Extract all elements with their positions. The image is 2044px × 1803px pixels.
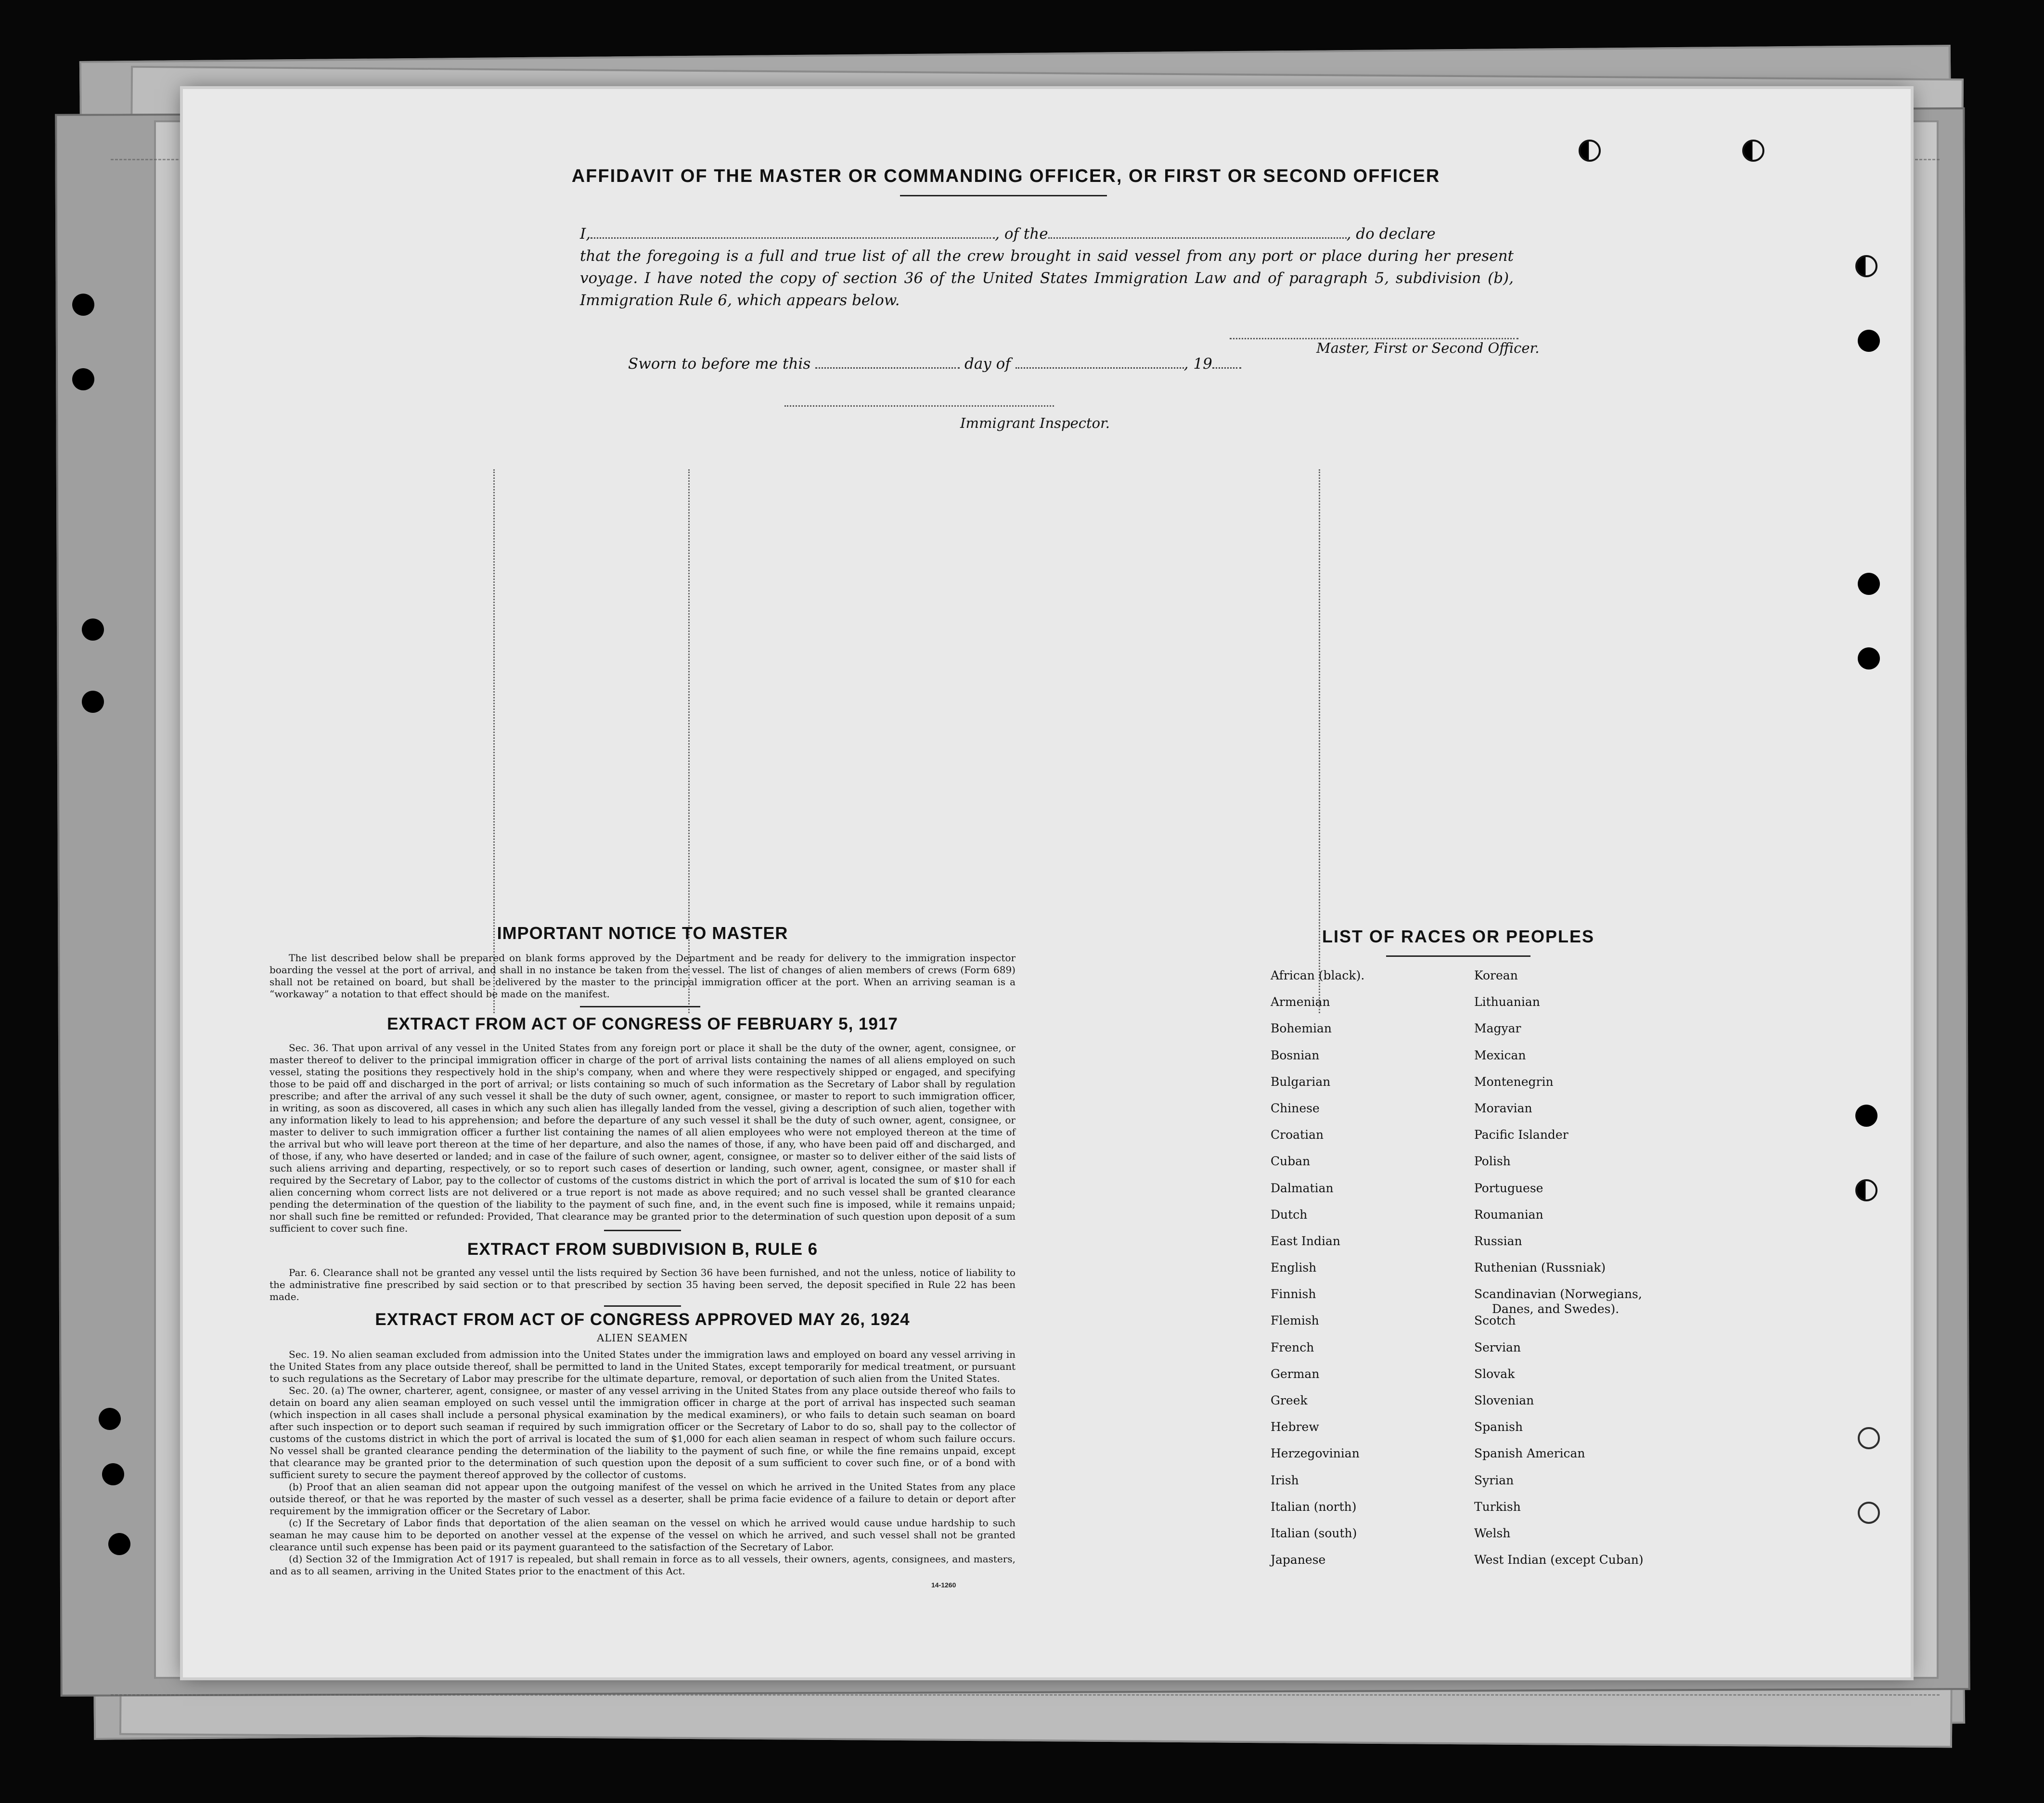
officer-signature-line[interactable] bbox=[1230, 337, 1518, 339]
race-item: Finnish bbox=[1271, 1287, 1316, 1301]
race-item: Ruthenian (Russniak) bbox=[1474, 1261, 1606, 1275]
section-rule bbox=[604, 1230, 681, 1231]
section-rule bbox=[580, 1006, 700, 1007]
race-item: Bosnian bbox=[1271, 1048, 1320, 1062]
race-item: Dalmatian bbox=[1271, 1181, 1334, 1195]
par-6-paragraph: Par. 6. Clearance shall not be granted any vessel until the lists required by Section 36 have been furnished, and not the unless, notice of liability to the administrative fine prescribed by said section or to that prescribed by section 35 having been served, the deposit specified in Rule 22 has been made. bbox=[270, 1267, 1016, 1302]
race-item: Russian bbox=[1474, 1234, 1522, 1248]
sworn-prefix: Sworn to before me this bbox=[628, 355, 811, 373]
declaration-line bbox=[580, 223, 1514, 245]
punch-hole bbox=[1855, 1105, 1877, 1127]
section-rule bbox=[604, 1305, 681, 1307]
sec-20b-paragraph: (b) Proof that an alien seaman did not appear upon the outgoing manifest of the vessel on which he arrived in the United States from any place outside thereof, or that he was reported by the master of such vessel as a deserter, shall be prima facie evidence of a failure to detain or deport after requirement by the immigration officer or the Secretary of Labor. bbox=[270, 1481, 1016, 1517]
race-item: Scandinavian (Norwegians, bbox=[1474, 1287, 1642, 1301]
race-item: Portuguese bbox=[1474, 1181, 1543, 1195]
punch-hole bbox=[1858, 1427, 1880, 1449]
race-item: Moravian bbox=[1474, 1101, 1532, 1115]
punch-hole bbox=[72, 294, 94, 316]
sworn-day-blank[interactable] bbox=[815, 367, 960, 369]
race-item: Roumanian bbox=[1474, 1207, 1543, 1222]
sworn-year-blank[interactable] bbox=[1212, 367, 1241, 369]
punch-hole bbox=[1858, 1502, 1880, 1524]
race-item: Pacific Islander bbox=[1474, 1128, 1568, 1142]
inspector-signature-line[interactable] bbox=[784, 404, 1054, 407]
race-item: Magyar bbox=[1474, 1021, 1521, 1036]
extract-1924-text bbox=[270, 1349, 1016, 1577]
declaration-i: I, bbox=[580, 225, 591, 243]
sec-20d-paragraph: (d) Section 32 of the Immigration Act of 1917 is repealed, but shall remain in force as to all vessels, their owners, agents, consignees, and masters, and as to all seamen, arriving in the United States prior to the enactment of this Act. bbox=[270, 1553, 1016, 1577]
punch-hole bbox=[1855, 255, 1877, 277]
form-number: 14-1260 bbox=[931, 1581, 956, 1589]
race-item: Korean bbox=[1474, 968, 1518, 982]
bleed-through-line bbox=[111, 1694, 1940, 1698]
race-item: Spanish American bbox=[1474, 1446, 1585, 1461]
vessel-blank[interactable] bbox=[1048, 237, 1347, 239]
race-item: Chinese bbox=[1271, 1101, 1320, 1115]
title-rule bbox=[900, 195, 1107, 196]
affidavit-title: AFFIDAVIT OF THE MASTER OR COMMANDING OFFICER, OR FIRST OR SECOND OFFICER bbox=[571, 166, 1440, 186]
punch-hole bbox=[72, 368, 94, 390]
punch-hole bbox=[82, 691, 104, 713]
notice-paragraph: The list described below shall be prepared on blank forms approved by the Department and be ready for delivery to the immigration inspector boarding the vessel at the port of arrival, and shall in no instance be taken from the vessel. The list of changes of alien members of crews (Form 689) shall not be retained on board, but shall be delivered by the master to the principal immigration officer at the port. When an arriving seaman is a “workaway” a notation to that effect should be made on the manifest. bbox=[270, 952, 1016, 1000]
inspector-caption: Immigrant Inspector. bbox=[960, 415, 1110, 431]
race-item: Turkish bbox=[1474, 1499, 1521, 1514]
punch-hole bbox=[1742, 140, 1764, 162]
name-blank[interactable] bbox=[591, 237, 995, 239]
punch-hole bbox=[1579, 140, 1601, 162]
officer-caption: Master, First or Second Officer. bbox=[1316, 340, 1540, 356]
race-item: Herzegovinian bbox=[1271, 1446, 1360, 1461]
affidavit-body bbox=[580, 223, 1514, 311]
races-heading: LIST OF RACES OR PEOPLES bbox=[1322, 927, 1595, 946]
sworn-day-of: day of bbox=[964, 355, 1011, 373]
punch-hole bbox=[102, 1463, 124, 1485]
subdivision-b-heading: EXTRACT FROM SUBDIVISION B, RULE 6 bbox=[467, 1240, 818, 1259]
race-item: Welsh bbox=[1474, 1526, 1511, 1540]
alien-seamen-subheading: ALIEN SEAMEN bbox=[597, 1332, 688, 1344]
race-item: Flemish bbox=[1271, 1314, 1319, 1328]
race-item: Syrian bbox=[1474, 1473, 1514, 1487]
race-item: Greek bbox=[1271, 1393, 1308, 1407]
race-item: Hebrew bbox=[1271, 1420, 1319, 1434]
race-item: African (black). bbox=[1271, 968, 1365, 982]
punch-hole bbox=[1858, 573, 1880, 595]
race-item: East Indian bbox=[1271, 1234, 1340, 1248]
race-item: German bbox=[1271, 1366, 1320, 1381]
race-item: Bohemian bbox=[1271, 1021, 1332, 1036]
race-item: Scotch bbox=[1474, 1314, 1516, 1328]
race-item: Polish bbox=[1474, 1154, 1511, 1169]
declaration-of-the: , of the bbox=[995, 225, 1048, 243]
extract-1924-heading: EXTRACT FROM ACT OF CONGRESS APPROVED MAY 26, 1924 bbox=[375, 1310, 910, 1329]
race-item: Irish bbox=[1271, 1473, 1299, 1487]
declaration-text: that the foregoing is a full and true list of all the crew brought in said vessel from any port or place during her present voyage. I have noted the copy of section 36 of the United States Immigration Law and of paragraph 5, subdivision (b), Immigration Rule 6, which appears below. bbox=[580, 247, 1514, 309]
notice-heading: IMPORTANT NOTICE TO MASTER bbox=[497, 923, 788, 943]
races-right-column bbox=[1474, 968, 1644, 1579]
race-item: Croatian bbox=[1271, 1128, 1324, 1142]
sec-36-paragraph: Sec. 36. That upon arrival of any vessel in the United States from any foreign port or place it shall be the duty of the owner, agent, consignee, or master thereof to deliver to the principal immigration officer in charge of the port of arrival lists containing the names of all aliens employed on such vessel, stating the positions they respectively hold in the ship's company, when and where they were respectively shipped or engaged, and specifying those to be paid off and discharged in the port of arrival; or lists containing so much of such information as the Secretary of Labor shall by regulation prescribe; and after the arrival of any such vessel it shall be the duty of such owner, agent, consignee, or master to report to such immigration officer, in writing, as soon as discovered, all cases in which any such alien has illegally landed from the vessel, giving a description of such alien, together with any information likely to lead to his apprehension; and before the departure of any such vessel it shall be the duty of such owner, agent, consignee, or master to deliver to such immigration officer a further list containing the names of all alien employees who were not employed thereon at the time of the arrival but who will leave port thereon at the time of her departure, and also the names of those, if any, who have been paid off and discharged, and of those, if any, who have deserted or landed; and in case of the failure of such owner, agent, consignee, or master so to deliver either of the said lists of such aliens arriving and departing, respectively, or so to report such cases of desertion or landing, such owner, agent, consignee, or master shall if required by the Secretary of Labor, pay to the collector of customs of the customs district in which the port of arrival is located the sum of $10 for each alien concerning whom correct lists are not delivered or a true report is not made as above required; and no such vessel shall be granted clearance pending the determination of the question of the liability to the payment of such fine, and, in the event such fine is imposed, while it remains unpaid; nor shall such fine be remitted or refunded: Provided, That clearance may be granted prior to the determination of such question upon deposit of a sum sufficient to cover such fine. bbox=[270, 1042, 1016, 1234]
races-rule bbox=[1386, 955, 1530, 957]
race-item: Cuban bbox=[1271, 1154, 1311, 1169]
subdivision-b-text bbox=[270, 1267, 1016, 1303]
sworn-year: , 19 bbox=[1183, 355, 1212, 373]
race-item: Italian (north) bbox=[1271, 1499, 1357, 1514]
race-item: Italian (south) bbox=[1271, 1526, 1357, 1540]
race-item: English bbox=[1271, 1261, 1317, 1275]
race-item: Slovenian bbox=[1474, 1393, 1534, 1407]
sworn-month-blank[interactable] bbox=[1016, 367, 1184, 369]
punch-hole bbox=[1855, 1179, 1877, 1201]
race-item: Servian bbox=[1474, 1340, 1521, 1354]
race-item: Lithuanian bbox=[1474, 995, 1540, 1009]
sec-20a-paragraph: Sec. 20. (a) The owner, charterer, agent, consignee, or master of any vessel arriving in the United States from any place outside thereof who fails to detain on board any alien seaman employed on such vessel until the immigration officer in charge at the port of arrival has inspected such seaman (which inspection in all cases shall include a personal physical examination by the medical examiners), or who fails to detain such seaman on board after such inspection or to deport such seaman if required by such immigration officer or the Secretary of Labor to do so, shall pay to the collector of customs of the customs district in which the port of arrival is located the sum of $1,000 for each alien seaman in respect of whom such failure occurs. No vessel shall be granted clearance pending the determination of the liability to the payment of such fine, or while the fine remains unpaid, except that clearance may be granted prior to the determination of such question upon the deposit of a sum sufficient to cover such fine, or of a bond with sufficient surety to secure the payment thereof approved by the collector of customs. bbox=[270, 1385, 1016, 1481]
punch-hole bbox=[1858, 647, 1880, 670]
race-item: Armenian bbox=[1271, 995, 1330, 1009]
race-item: Bulgarian bbox=[1271, 1074, 1331, 1089]
races-left-column bbox=[1271, 968, 1364, 1579]
declaration-declare: , do declare bbox=[1346, 225, 1436, 243]
race-item: Spanish bbox=[1474, 1420, 1523, 1434]
punch-hole bbox=[99, 1408, 121, 1430]
notice-text bbox=[270, 952, 1016, 1000]
race-item-continuation: Danes, and Swedes). bbox=[1492, 1302, 1620, 1316]
race-item: Mexican bbox=[1474, 1048, 1526, 1062]
race-item: Dutch bbox=[1271, 1207, 1308, 1222]
punch-hole bbox=[82, 618, 104, 641]
extract-1917-heading: EXTRACT FROM ACT OF CONGRESS OF FEBRUARY 5, 1917 bbox=[387, 1015, 898, 1033]
race-item: French bbox=[1271, 1340, 1314, 1354]
sec-19-paragraph: Sec. 19. No alien seaman excluded from admission into the United States under the immigration laws and employed on board any vessel arriving in the United States from any place outside thereof, shall be permitted to land in the United States, except temporarily for medical treatment, or pursuant to such regulations as the Secretary of Labor may prescribe for the ultimate departure, removal, or deportation of such alien from the United States. bbox=[270, 1349, 1016, 1384]
race-item: Japanese bbox=[1271, 1553, 1326, 1567]
punch-hole bbox=[1858, 330, 1880, 352]
sworn-line bbox=[628, 355, 1241, 373]
sec-20c-paragraph: (c) If the Secretary of Labor finds that deportation of the alien seaman on the vessel on which he arrived would cause undue hardship to such seaman he may cause him to be deported on another vessel at the expense of the vessel on which he arrived, and such vessel shall not be granted clearance until such expense has been paid or its payment guaranteed to the satisfaction of the Secretary of Labor. bbox=[270, 1517, 1016, 1553]
race-item: West Indian (except Cuban) bbox=[1474, 1553, 1644, 1567]
race-item: Montenegrin bbox=[1474, 1074, 1554, 1089]
race-item: Slovak bbox=[1474, 1366, 1515, 1381]
extract-1917-text bbox=[270, 1042, 1016, 1235]
punch-hole bbox=[108, 1533, 130, 1555]
